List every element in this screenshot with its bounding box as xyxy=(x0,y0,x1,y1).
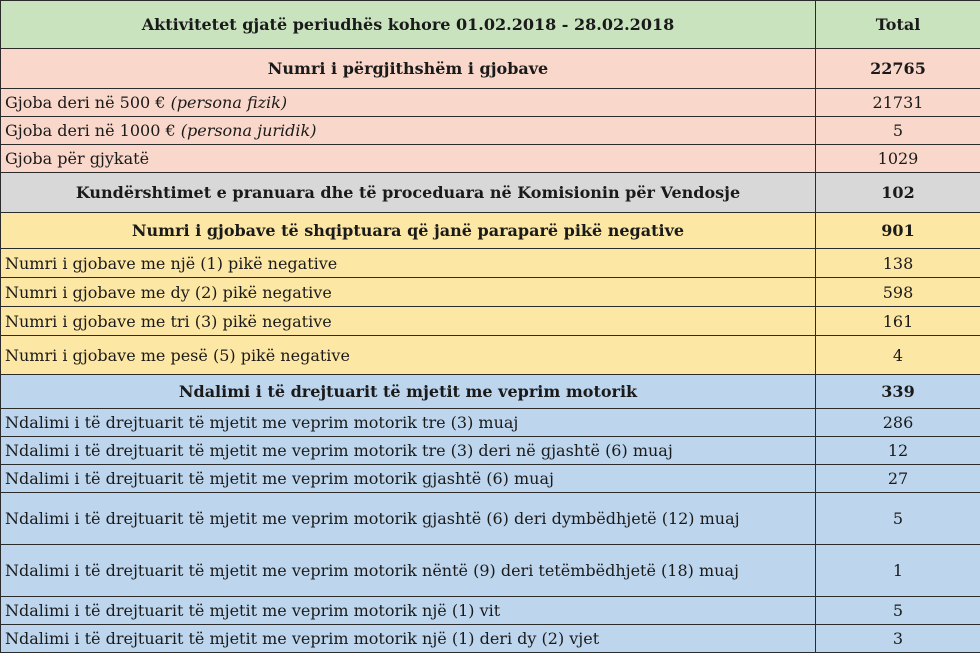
row-value: 5 xyxy=(816,493,980,545)
row-label: Ndalimi i të drejtuarit të mjetit me veprim motorik tre (3) muaj xyxy=(1,409,816,437)
row-value: 3 xyxy=(816,625,980,653)
row-value: 27 xyxy=(816,465,980,493)
row-label: Numri i gjobave me pesë (5) pikë negative xyxy=(1,336,816,375)
points-heading-row xyxy=(1,213,980,249)
header-title: Aktivitetet gjatë periudhës kohore 01.02.2018 - 28.02.2018 xyxy=(1,1,816,49)
table-row xyxy=(1,493,980,545)
header-total-label: Total xyxy=(816,1,980,49)
fines-total: 22765 xyxy=(816,49,980,89)
row-label: Numri i gjobave me dy (2) pikë negative xyxy=(1,278,816,307)
row-label: Gjoba deri në 500 € (persona fizik) xyxy=(1,89,816,117)
table-row xyxy=(1,249,980,278)
fines-heading-row xyxy=(1,49,980,89)
row-label: Gjoba për gjykatë xyxy=(1,145,816,173)
table-row xyxy=(1,545,980,597)
row-label: Gjoba deri në 1000 € (persona juridik) xyxy=(1,117,816,145)
fines-heading: Numri i përgjithshëm i gjobave xyxy=(1,49,816,89)
row-value: 161 xyxy=(816,307,980,336)
row-value: 286 xyxy=(816,409,980,437)
row-note: (persona fizik) xyxy=(170,93,288,112)
row-label: Ndalimi i të drejtuarit të mjetit me veprim motorik një (1) vit xyxy=(1,597,816,625)
table-row xyxy=(1,597,980,625)
row-label: Ndalimi i të drejtuarit të mjetit me veprim motorik tre (3) deri në gjashtë (6) muaj xyxy=(1,437,816,465)
table-row xyxy=(1,409,980,437)
objections-row xyxy=(1,173,980,213)
bans-heading: Ndalimi i të drejtuarit të mjetit me veprim motorik xyxy=(1,375,816,409)
row-value: 12 xyxy=(816,437,980,465)
table-row xyxy=(1,278,980,307)
table-row xyxy=(1,145,980,173)
row-note: (persona juridik) xyxy=(180,121,317,140)
row-value: 5 xyxy=(816,597,980,625)
row-label: Numri i gjobave me tri (3) pikë negative xyxy=(1,307,816,336)
row-value: 4 xyxy=(816,336,980,375)
table-row xyxy=(1,437,980,465)
points-total: 901 xyxy=(816,213,980,249)
row-label: Ndalimi i të drejtuarit të mjetit me veprim motorik gjashtë (6) deri dymbëdhjetë (12) muaj xyxy=(1,493,816,545)
points-heading: Numri i gjobave të shqiptuara që janë paraparë pikë negative xyxy=(1,213,816,249)
row-label: Numri i gjobave me një (1) pikë negative xyxy=(1,249,816,278)
objections-total: 102 xyxy=(816,173,980,213)
row-label: Ndalimi i të drejtuarit të mjetit me veprim motorik nëntë (9) deri tetëmbëdhjetë (18) muaj xyxy=(1,545,816,597)
table-row xyxy=(1,89,980,117)
row-label: Ndalimi i të drejtuarit të mjetit me veprim motorik një (1) deri dy (2) vjet xyxy=(1,625,816,653)
table-row xyxy=(1,625,980,653)
objections-heading: Kundërshtimet e pranuara dhe të proceduara në Komisionin për Vendosje xyxy=(1,173,816,213)
row-value: 21731 xyxy=(816,89,980,117)
row-value: 5 xyxy=(816,117,980,145)
table-row xyxy=(1,336,980,375)
bans-heading-row xyxy=(1,375,980,409)
row-value: 1 xyxy=(816,545,980,597)
table-row xyxy=(1,117,980,145)
header-row xyxy=(1,1,980,49)
bans-total: 339 xyxy=(816,375,980,409)
row-value: 138 xyxy=(816,249,980,278)
row-value: 598 xyxy=(816,278,980,307)
row-value: 1029 xyxy=(816,145,980,173)
table-row xyxy=(1,307,980,336)
table-row xyxy=(1,465,980,493)
row-label: Ndalimi i të drejtuarit të mjetit me veprim motorik gjashtë (6) muaj xyxy=(1,465,816,493)
